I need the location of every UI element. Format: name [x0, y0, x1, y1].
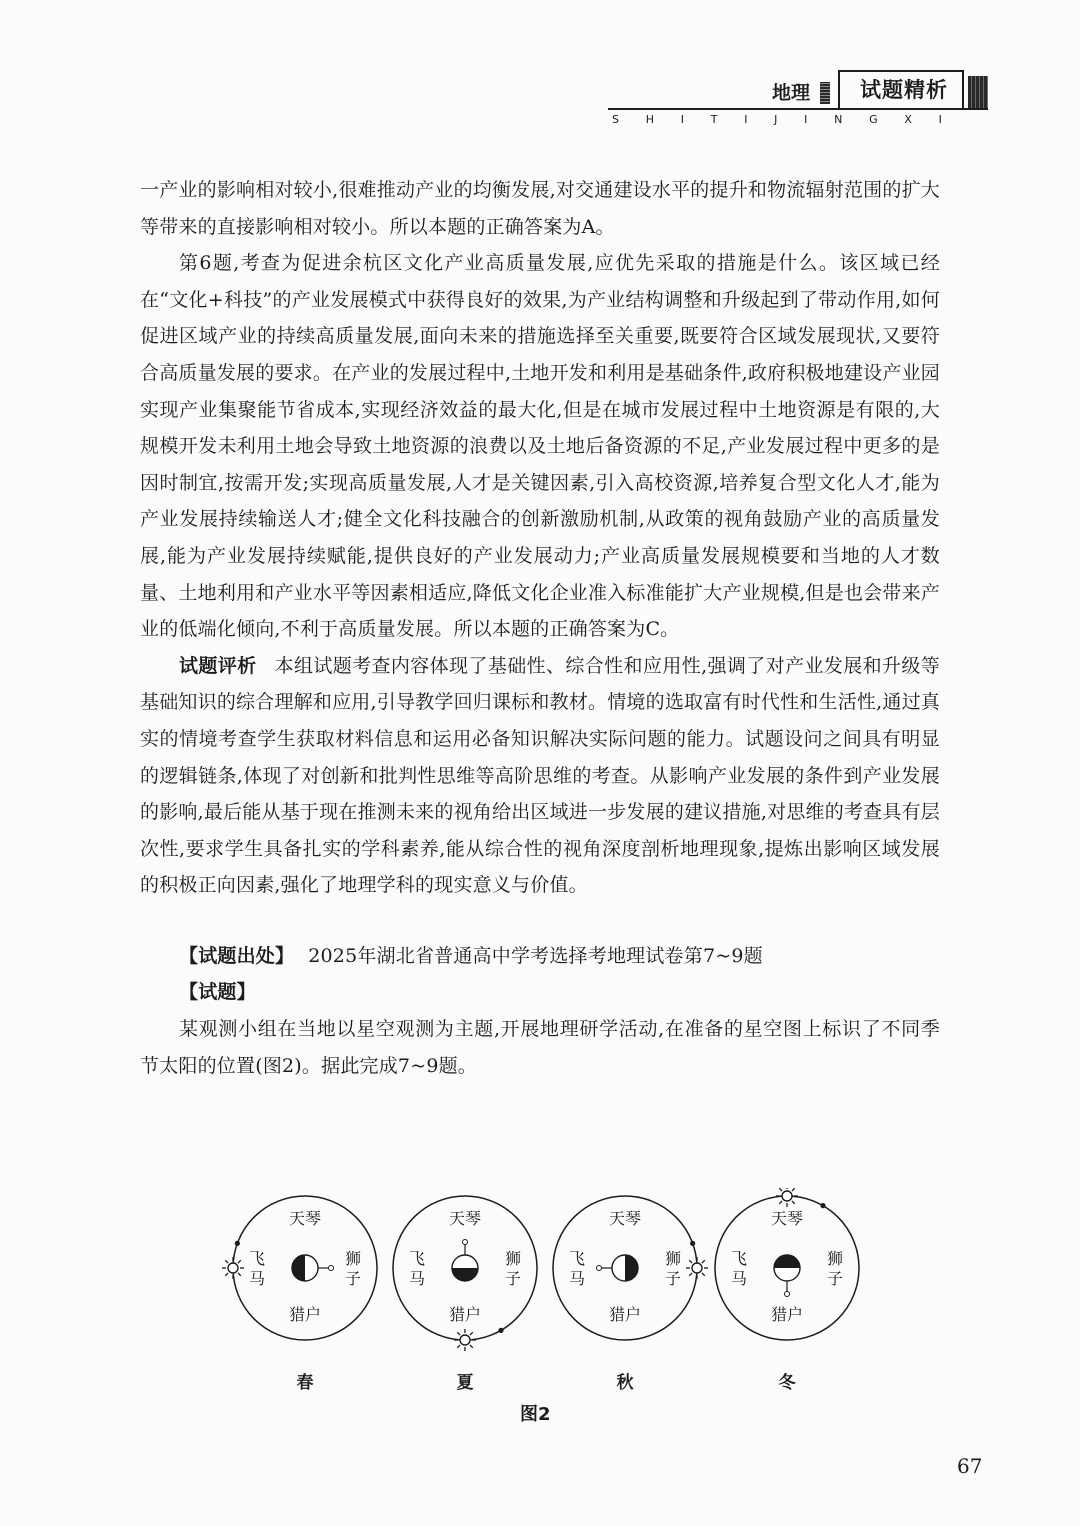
source-text: 2025年湖北省普通高中学考选择考地理试卷第7~9题 — [308, 944, 763, 967]
constellation-pegasus: 飞 — [730, 1249, 748, 1268]
earth-icon — [774, 1255, 800, 1297]
constellation-lyra: 天琴 — [608, 1209, 642, 1228]
season-label: 冬 — [778, 1373, 796, 1393]
constellation-leo: 子 — [344, 1269, 362, 1288]
star-chart-2 — [393, 1196, 537, 1351]
running-header — [772, 74, 988, 108]
header-letter: I — [744, 113, 748, 126]
header-letter: S — [612, 113, 619, 126]
constellation-pegasus: 马 — [568, 1269, 586, 1288]
constellation-leo: 子 — [826, 1269, 844, 1288]
constellation-leo: 狮 — [344, 1249, 362, 1268]
constellation-leo: 子 — [664, 1269, 682, 1288]
constellation-pegasus: 飞 — [408, 1249, 426, 1268]
star-charts — [200, 1188, 900, 1393]
sun-icon — [686, 1257, 708, 1279]
header-letter: N — [834, 113, 843, 126]
orbit-arrow — [498, 1328, 503, 1333]
earth-icon — [292, 1255, 334, 1281]
constellation-leo: 狮 — [664, 1249, 682, 1268]
sun-icon — [222, 1257, 244, 1279]
constellation-orion: 猎户 — [770, 1305, 804, 1324]
header-letter: X — [904, 113, 912, 126]
source-line — [140, 938, 940, 975]
header-subject: 地理 — [771, 82, 810, 104]
page-number: 67 — [957, 1454, 983, 1478]
analysis-label: 试题评析 — [179, 654, 257, 677]
constellation-lyra: 天琴 — [288, 1209, 322, 1228]
analysis-text: 本组试题考查内容体现了基础性、综合性和应用性,强调了对产业发展和升级等基础知识的综合理解和应用,引导教学回归课标和教材。情境的选取富有时代性和生活性,通过真实的情境考查学生获取材料信息和运用必备知识解决实际问题的能力。试题设问之间具有明显的逻辑链条,体现了对创新和批判性思维等高阶思维的考查。从影响产业发展的条件到产业发展的影响,最后能从基于现在推测未来的视角给出区域进一步发展的建议措施,对思维的考查具有层次性,要求学生具备扎实的学科素养,能从综合性的视角深度剖析地理现象,提炼出影响区域发展的积极正向因素,强化了地理学科的现实意义与价值。 — [140, 654, 940, 897]
constellation-leo: 狮 — [504, 1249, 522, 1268]
header-decoration — [820, 82, 830, 104]
question-stem: 某观测小组在当地以星空观测为主题,开展地理研学活动,在准备的星空图上标识了不同季节太阳的位置(图2)。据此完成7~9题。 — [140, 1018, 940, 1077]
season-label: 秋 — [616, 1373, 634, 1393]
constellation-lyra: 天琴 — [770, 1209, 804, 1228]
star-chart-3 — [553, 1196, 708, 1340]
orbit-arrow — [690, 1241, 695, 1246]
constellation-leo: 狮 — [826, 1249, 844, 1268]
constellation-orion: 猎户 — [448, 1305, 482, 1324]
question-label: 【试题】 — [179, 981, 256, 1004]
page-body — [140, 172, 940, 1084]
constellation-pegasus: 飞 — [568, 1249, 586, 1268]
header-letter: I — [680, 113, 684, 126]
orbit-arrow — [235, 1241, 240, 1246]
header-letter: J — [774, 113, 778, 126]
constellation-pegasus: 飞 — [248, 1249, 266, 1268]
sun-icon — [454, 1329, 476, 1351]
header-letter: T — [710, 113, 718, 126]
orbit-arrow — [820, 1203, 825, 1208]
star-chart-1 — [222, 1196, 377, 1340]
constellation-leo: 子 — [504, 1269, 522, 1288]
constellation-orion: 猎户 — [608, 1305, 642, 1324]
constellation-pegasus: 马 — [730, 1269, 748, 1288]
source-label: 【试题出处】 — [179, 944, 295, 967]
header-letter: I — [804, 113, 808, 126]
constellation-lyra: 天琴 — [448, 1209, 482, 1228]
header-letter: H — [645, 113, 654, 126]
figure-caption: 图2 — [520, 1404, 551, 1425]
question-label-line — [140, 974, 940, 1011]
constellation-orion: 猎户 — [288, 1305, 322, 1324]
header-rule — [608, 108, 988, 110]
header-letter: I — [938, 113, 942, 126]
constellation-pegasus: 马 — [408, 1269, 426, 1288]
header-letter: G — [869, 113, 878, 126]
season-label: 春 — [296, 1373, 314, 1393]
header-decoration-bar — [968, 76, 988, 108]
season-label: 夏 — [456, 1373, 474, 1393]
header-pinyin — [612, 113, 942, 126]
header-section-title: 试题精析 — [838, 70, 964, 108]
earth-icon — [597, 1255, 639, 1281]
sun-icon — [776, 1188, 798, 1207]
season-labels — [200, 1368, 900, 1398]
paragraph-continuation: 一产业的影响相对较小,很难推动产业的均衡发展,对交通建设水平的提升和物流辐射范围的扩大等带来的直接影响相对较小。所以本题的正确答案为A。 — [140, 179, 940, 238]
star-chart-4 — [715, 1188, 859, 1340]
paragraph-q6-explanation: 第6题,考查为促进余杭区文化产业高质量发展,应优先采取的措施是什么。该区域已经在“文化+科技”的产业发展模式中获得良好的效果,为产业结构调整和升级起到了带动作用,如何促进区域产业的持续高质量发展,面向未来的措施选择至关重要,既要符合区域发展现状,又要符合高质量发展的要求。在产业的发展过程中,土地开发和利用是基础条件,政府积极地建设产业园实现产业集聚能节省成本,实现经济效益的最大化,但是在城市发展过程中土地资源是有限的,大规模开发未利用土地会导致土地资源的浪费以及土地后备资源的不足,产业发展过程中更多的是因时制宜,按需开发;实现高质量发展,人才是关键因素,引入高校资源,培养复合型文化人才,能为产业发展持续输送人才;健全文化科技融合的创新激励机制,从政策的视角鼓励产业的高质量发展,能为产业发展持续赋能,提供良好的产业发展动力;产业高质量发展规模要和当地的人才数量、土地利用和产业水平等因素相适应,降低文化企业准入标准能扩大产业规模,但是也会带来产业的低端化倾向,不利于高质量发展。所以本题的正确答案为C。 — [140, 252, 940, 641]
earth-icon — [452, 1240, 478, 1282]
paragraph-analysis — [140, 648, 940, 904]
constellation-pegasus: 马 — [248, 1269, 266, 1288]
